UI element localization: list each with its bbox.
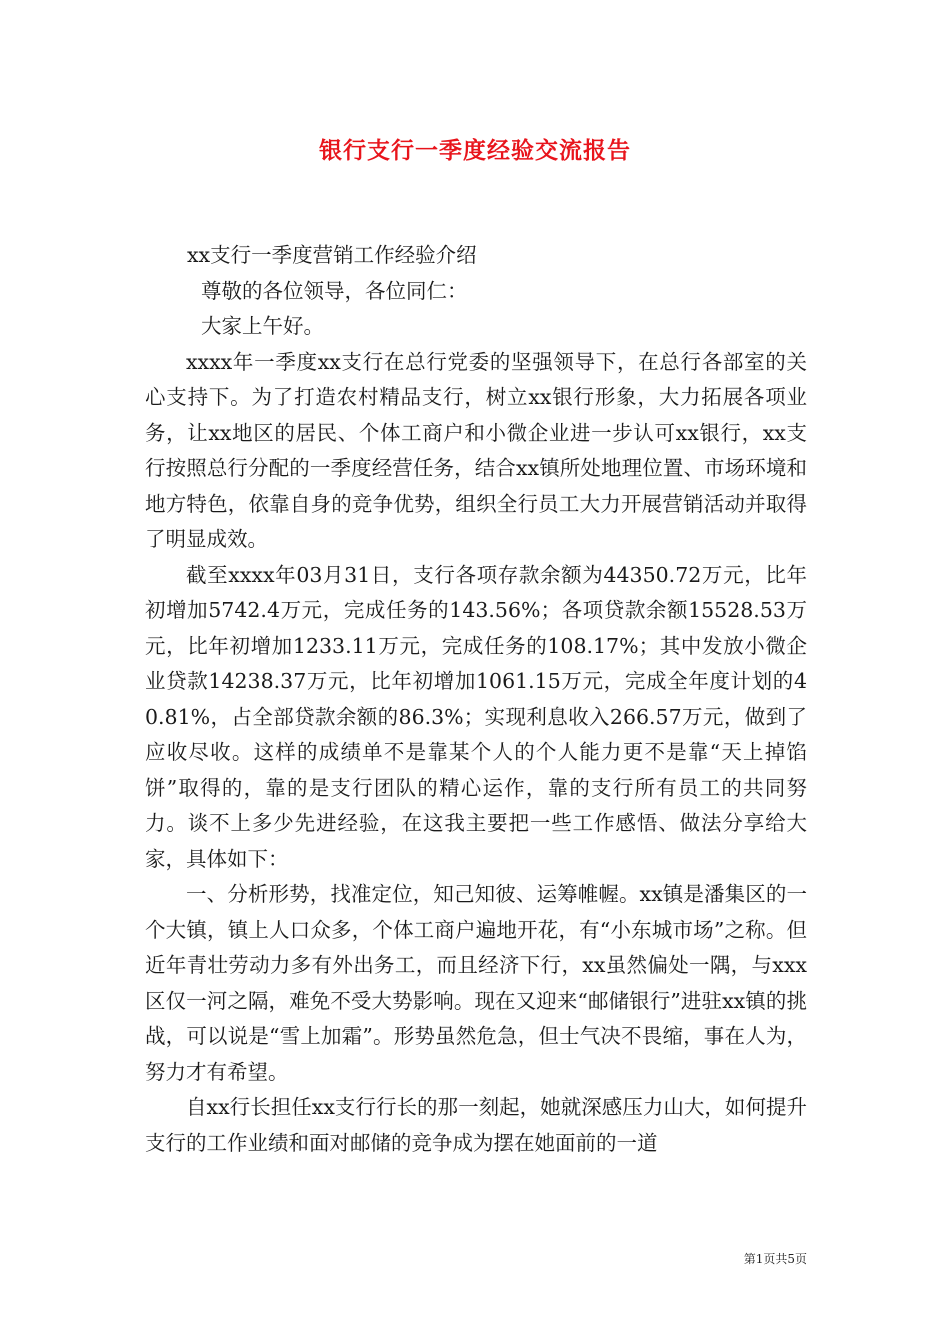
body-paragraph: 自xx行长担任xx支行行长的那一刻起，她就深感压力山大，如何提升支行的工作业绩和面对邮储的竞争成为摆在她面前的一道 <box>145 1095 807 1155</box>
page-number: 第1页共5页 <box>743 1252 807 1266</box>
subtitle-paragraph: xx支行一季度营销工作经验介绍 <box>187 243 477 267</box>
document-body <box>145 238 807 1161</box>
body-paragraph: xxxx年一季度xx支行在总行党委的坚强领导下，在总行各部室的关心支持下。为了打造农村精品支行，树立xx银行形象，大力拓展各项业务，让xx地区的居民、个体工商户和小微企业进一步认可xx银行，xx支行按照总行分配的一季度经营任务，结合xx镇所处地理位置、市场环境和地方特色，依靠自身的竞争优势，组织全行员工大力开展营销活动并取得了明显成效。 <box>145 349 807 551</box>
body-paragraph: 截至xxxx年03月31日，支行各项存款余额为44350.72万元，比年初增加5742.4万元，完成任务的143.56%；各项贷款余额15528.53万元，比年初增加1233.11万元，完成任务的108.17%；其中发放小微企业贷款14238.37万元，比年初增加1061.15万元，完成全年度计划的40.81%，占全部贷款余额的86.3%；实现利息收入266.57万元，做到了应收尽收。这样的成绩单不是靠某个人的个人能力更不是靠“天上掉馅饼”取得的，靠的是支行团队的精心运作，靠的支行所有员工的共同努力。谈不上多少先进经验，在这我主要把一些工作感悟、做法分享给大家，具体如下： <box>145 562 807 871</box>
body-paragraph: 一、分析形势，找准定位，知己知彼、运筹帷幄。xx镇是潘集区的一个大镇，镇上人口众多，个体工商户遍地开花，有“小东城市场”之称。但近年青壮劳动力多有外出务工，而且经济下行，xx虽然偏处一隅，与xxx区仅一河之隔，难免不受大势影响。现在又迎来“邮储银行”进驻xx镇的挑战，可以说是“雪上加霜”。形势虽然危急，但士气决不畏缩，事在人为，努力才有希望。 <box>145 882 807 1084</box>
salutation-paragraph: 尊敬的各位领导，各位同仁： <box>201 278 468 303</box>
document-title: 银行支行一季度经验交流报告 <box>319 137 631 164</box>
greeting-paragraph: 大家上午好。 <box>201 314 324 338</box>
